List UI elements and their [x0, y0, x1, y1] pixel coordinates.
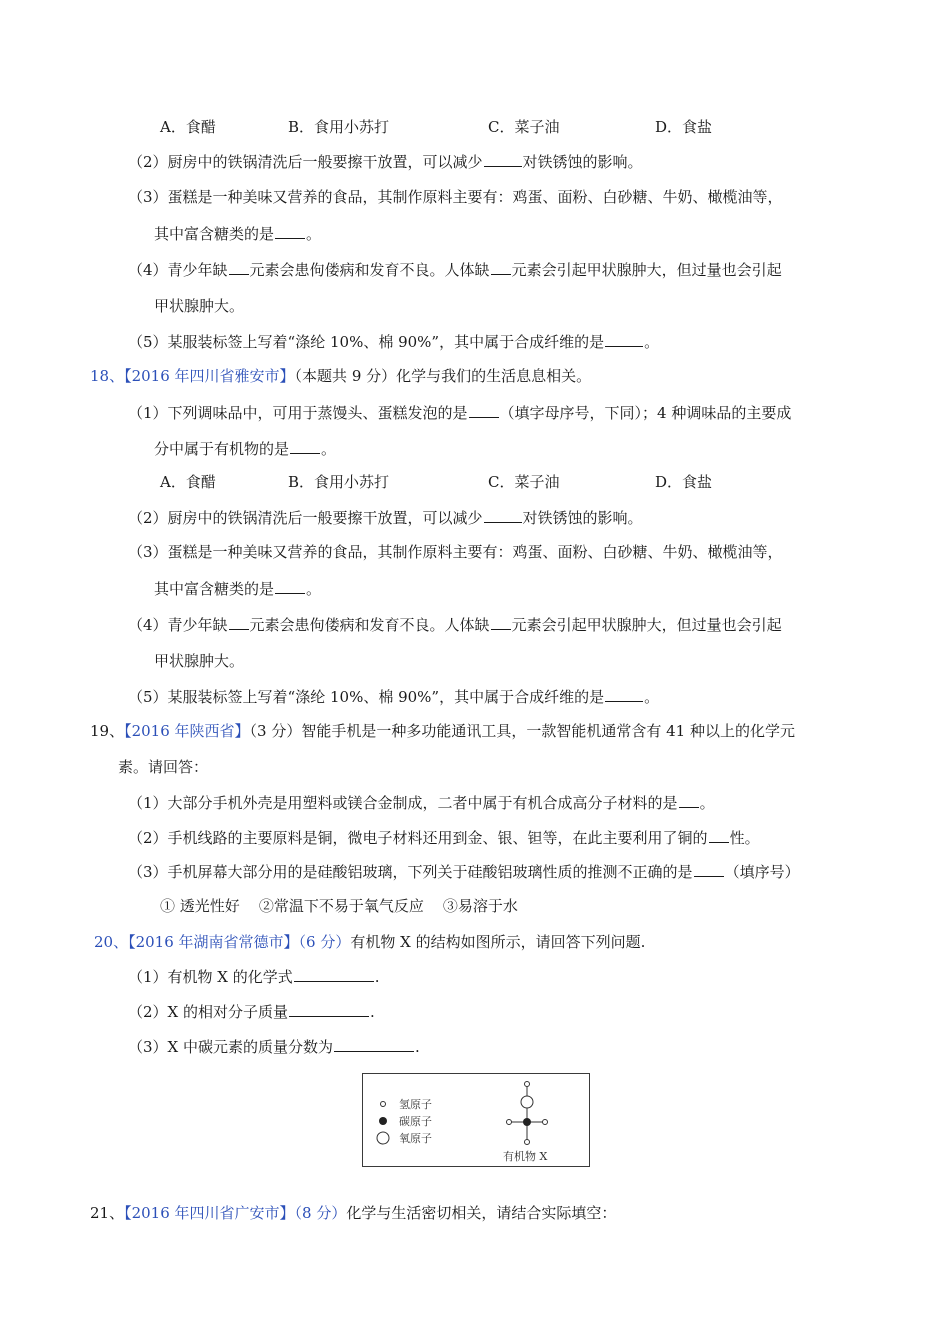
legend-carbon-symbol	[379, 1117, 387, 1125]
legend-hydrogen: 氢原子	[399, 1098, 432, 1111]
atom-carbon	[523, 1118, 531, 1126]
option-a: A．食醋	[160, 473, 216, 491]
question-line: 甲状腺肿大。	[154, 297, 245, 315]
atom-hydrogen	[525, 1140, 530, 1145]
option-b: B．食用小苏打	[288, 118, 390, 136]
question-line: （3）蛋糕是一种美味又营养的食品，其制作原料主要有：鸡蛋、面粉、白砂糖、牛奶、橄榄油等，	[128, 188, 783, 206]
answer-blank	[469, 402, 499, 418]
question-line: （1）下列调味品中，可用于蒸馒头、蛋糕发泡的是 （填字母序号，下同）；4 种调味品的主要成	[128, 404, 792, 422]
answer-blank	[289, 1001, 369, 1017]
question-line: （1）有机物 X 的化学式 .	[128, 968, 380, 986]
question-line: （4）青少年缺 元素会患佝偻病和发育不良。人体缺 元素会引起甲状腺肿大，但过量也会引起	[128, 616, 782, 634]
option-c: C．菜子油	[488, 473, 560, 491]
answer-blank	[484, 507, 522, 523]
question-line: （2）X 的相对分子质量 .	[128, 1003, 375, 1021]
option-c: C．菜子油	[488, 118, 560, 136]
answer-blank	[709, 827, 729, 843]
answer-blank	[334, 1036, 414, 1052]
legend-carbon: 碳原子	[399, 1115, 432, 1128]
figure-caption: 有机物 X	[503, 1150, 548, 1163]
question-line: （2）厨房中的铁锅清洗后一般要擦干放置，可以减少 对铁锈蚀的影响。	[128, 509, 643, 527]
molecule-diagram	[363, 1074, 589, 1166]
answer-blank	[290, 438, 320, 454]
option-d: D．食盐	[655, 118, 713, 136]
answer-blank	[605, 331, 643, 347]
legend-oxygen: 氧原子	[399, 1132, 432, 1145]
option-list: ① 透光性好 ②常温下不易于氧气反应 ③易溶于水	[160, 897, 518, 915]
source-tag: 【2016 年陕西省】	[124, 722, 250, 740]
question-line: 素。请回答：	[118, 758, 209, 776]
molecule-figure	[362, 1073, 590, 1167]
question-line: （1）大部分手机外壳是用塑料或镁合金制成，二者中属于有机合成高分子材料的是 。	[128, 794, 715, 812]
question-line: （3）X 中碳元素的质量分数为 .	[128, 1038, 420, 1056]
atom-oxygen	[521, 1096, 533, 1108]
question-header: 21、【2016 年四川省广安市】（8 分）化学与生活密切相关，请结合实际填空：	[90, 1204, 617, 1222]
answer-blank	[275, 578, 305, 594]
answer-blank	[229, 614, 249, 630]
question-line: （2）厨房中的铁锅清洗后一般要擦干放置，可以减少 对铁锈蚀的影响。	[128, 153, 643, 171]
question-line: 其中富含糖类的是 。	[154, 580, 322, 598]
question-line: （5）某服装标签上写着“涤纶 10%、棉 90%”，其中属于合成纤维的是 。	[128, 688, 660, 706]
question-header: 20、【2016 年湖南省常德市】（6 分）有机物 X 的结构如图所示，请回答下列问题.	[94, 933, 646, 951]
question-line: （2）手机线路的主要原料是铜，微电子材料还用到金、银、钽等，在此主要利用了铜的 性。	[128, 829, 760, 847]
source-tag: 【2016 年四川省雅安市】	[124, 367, 295, 385]
legend-oxygen-symbol	[377, 1132, 389, 1144]
question-line: 其中富含糖类的是 。	[154, 225, 322, 243]
question-line: （3）手机屏幕大部分用的是硅酸铝玻璃，下列关于硅酸铝玻璃性质的推测不正确的是 （填序号）	[128, 863, 800, 881]
question-header: 19、【2016 年陕西省】（3 分）智能手机是一种多功能通讯工具，一款智能机通常含有 41 种以上的化学元	[90, 722, 795, 740]
question-line: （5）某服装标签上写着“涤纶 10%、棉 90%”，其中属于合成纤维的是 。	[128, 333, 660, 351]
answer-blank	[694, 861, 724, 877]
answer-blank	[229, 259, 249, 275]
source-tag: 【2016 年湖南省常德市】	[128, 933, 299, 951]
answer-blank	[491, 259, 511, 275]
question-line: 甲状腺肿大。	[154, 652, 245, 670]
atom-hydrogen	[525, 1082, 530, 1087]
answer-blank	[484, 151, 522, 167]
atom-hydrogen	[543, 1120, 548, 1125]
option-b: B．食用小苏打	[288, 473, 390, 491]
option-d: D．食盐	[655, 473, 713, 491]
question-line: 分中属于有机物的是 。	[154, 440, 337, 458]
legend-hydrogen-symbol	[381, 1102, 386, 1107]
atom-hydrogen	[507, 1120, 512, 1125]
question-line: （3）蛋糕是一种美味又营养的食品，其制作原料主要有：鸡蛋、面粉、白砂糖、牛奶、橄榄油等，	[128, 543, 783, 561]
answer-blank	[491, 614, 511, 630]
answer-blank	[679, 792, 699, 808]
source-tag: 【2016 年四川省广安市】	[124, 1204, 295, 1222]
answer-blank	[294, 966, 374, 982]
question-line: （4）青少年缺 元素会患佝偻病和发育不良。人体缺 元素会引起甲状腺肿大，但过量也会引起	[128, 261, 782, 279]
answer-blank	[275, 223, 305, 239]
question-header: 18、【2016 年四川省雅安市】（本题共 9 分）化学与我们的生活息息相关。	[90, 367, 592, 385]
answer-blank	[605, 686, 643, 702]
option-a: A．食醋	[160, 118, 216, 136]
